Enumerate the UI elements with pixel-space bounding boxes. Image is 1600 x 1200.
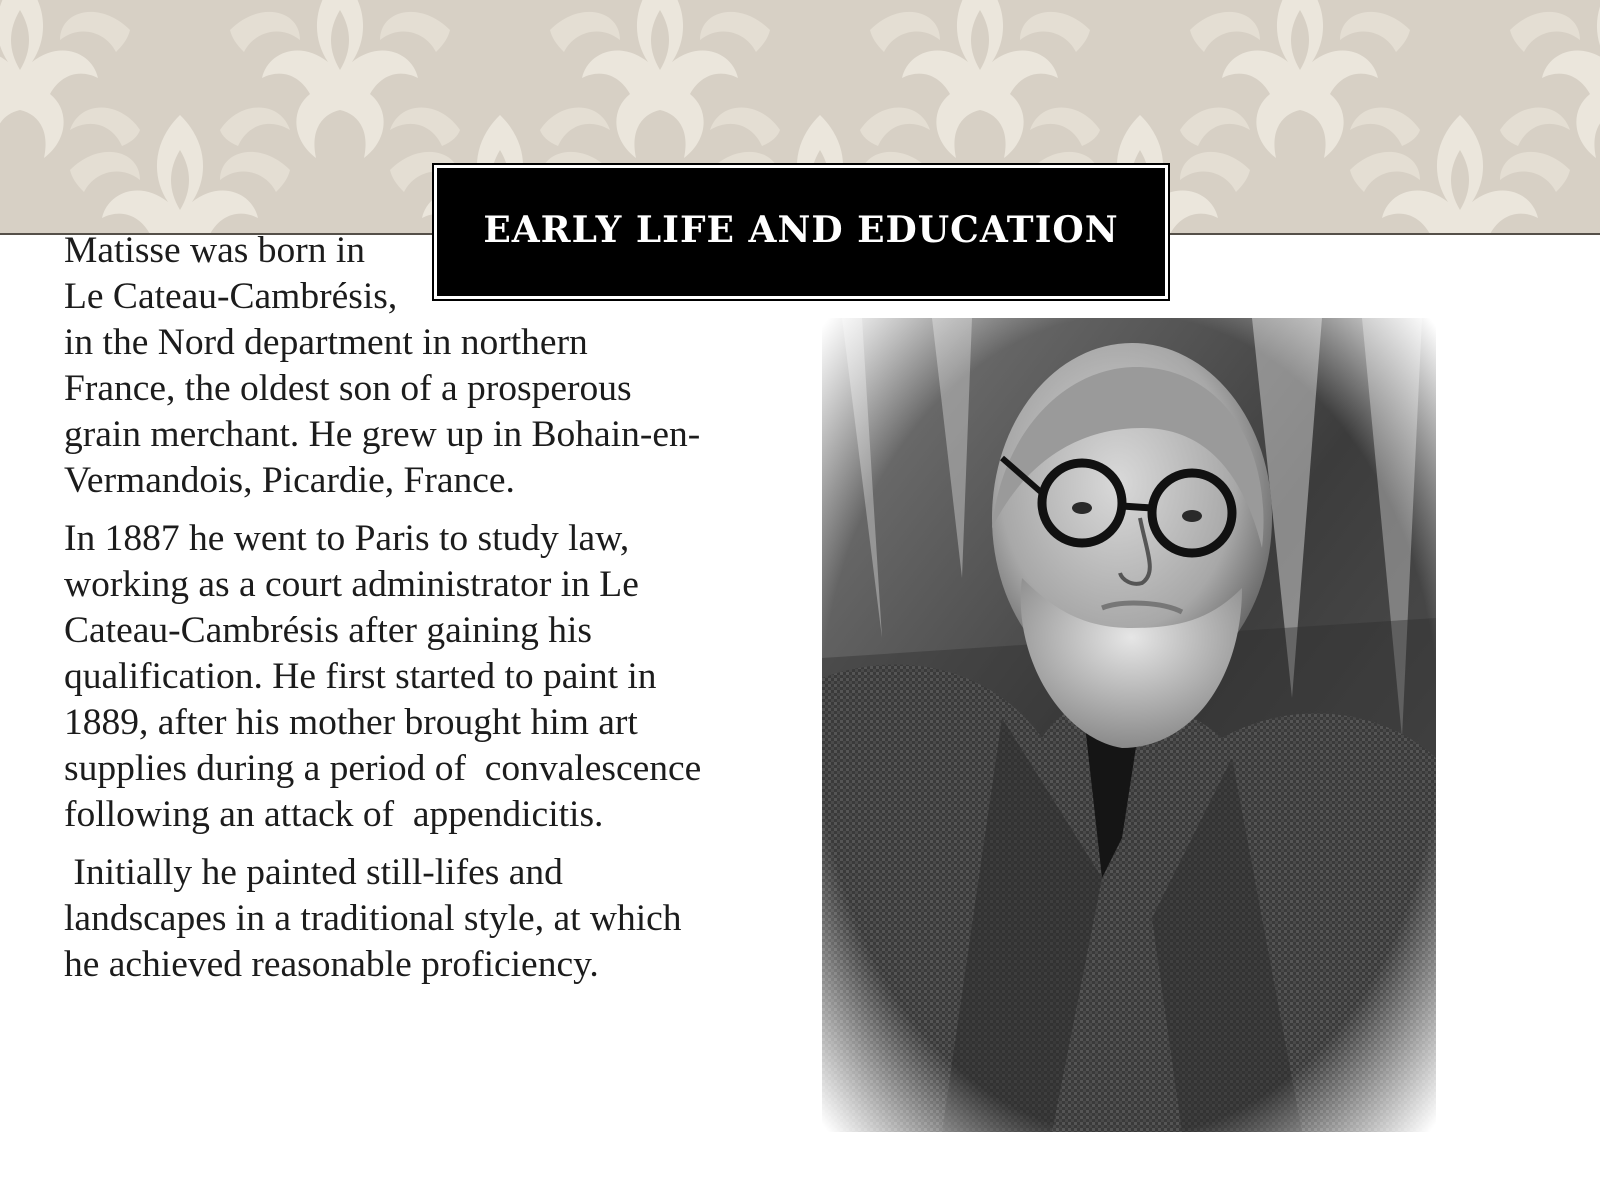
text-line: 1889, after his mother brought him art	[64, 702, 638, 743]
text-line: following an attack of appendicitis.	[64, 794, 604, 835]
text-line: Le Cateau-Cambrésis,	[64, 276, 398, 317]
text-line: landscapes in a traditional style, at which	[64, 898, 682, 939]
text-line: France, the oldest son of a prosperous	[64, 368, 632, 409]
portrait-photo	[822, 318, 1436, 1132]
portrait-photo-icon	[822, 318, 1436, 1132]
text-line: supplies during a period of convalescence	[64, 748, 702, 789]
slide-title: EARLY LIFE AND EDUCATION	[483, 209, 1119, 251]
paragraph-education	[64, 516, 794, 838]
text-line: qualification. He first started to paint in	[64, 656, 657, 697]
text-line: he achieved reasonable proficiency.	[64, 944, 599, 985]
text-line: working as a court administrator in Le	[64, 564, 639, 605]
text-line: Initially he painted still-lifes and	[64, 852, 563, 893]
text-line: In 1887 he went to Paris to study law,	[64, 518, 630, 559]
paragraph-early-work	[64, 850, 794, 988]
text-line: Cateau-Cambrésis after gaining his	[64, 610, 592, 651]
slide-title-box	[434, 165, 1168, 299]
text-line: Vermandois, Picardie, France.	[64, 460, 515, 501]
text-line: Matisse was born in	[64, 230, 366, 271]
text-line: grain merchant. He grew up in Bohain-en-	[64, 414, 701, 455]
body-text	[64, 228, 794, 1000]
text-line: in the Nord department in northern	[64, 322, 588, 363]
